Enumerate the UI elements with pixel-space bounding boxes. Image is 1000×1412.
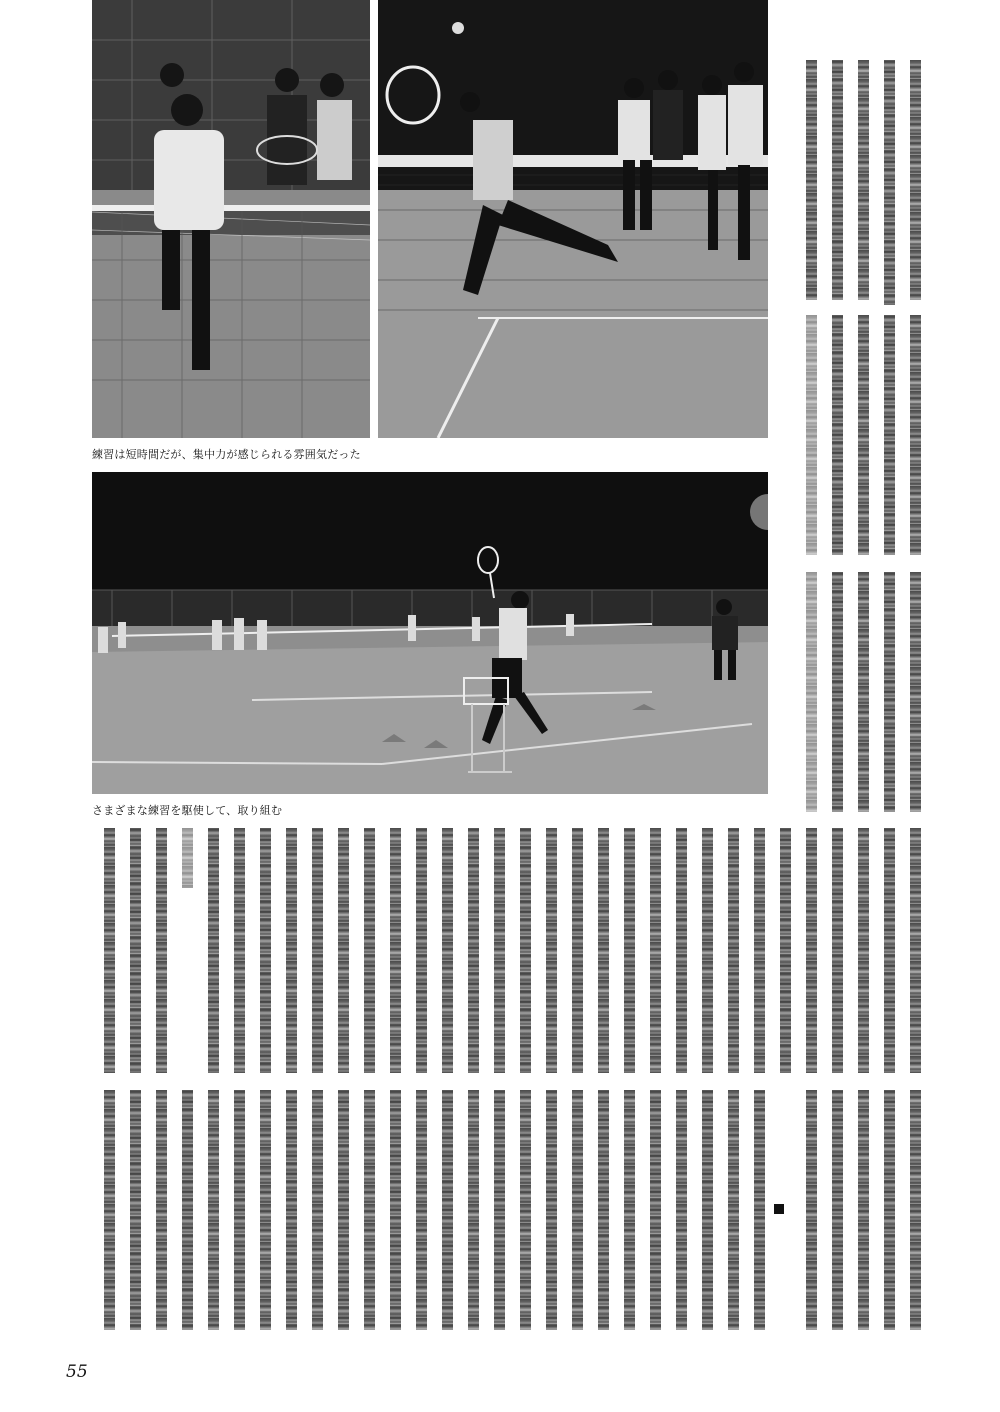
text-column [312, 828, 323, 1073]
text-column [806, 315, 817, 555]
text-column [338, 1090, 349, 1330]
text-column [104, 1090, 115, 1330]
text-column [806, 828, 817, 1073]
text-column [884, 828, 895, 1073]
text-column [832, 572, 843, 812]
text-column [832, 315, 843, 555]
text-column [832, 60, 843, 300]
text-column [598, 1090, 609, 1330]
section-marker [774, 1204, 784, 1214]
text-column [260, 828, 271, 1073]
photo-top-left [92, 0, 370, 438]
text-column [650, 828, 661, 1073]
text-column [676, 1090, 687, 1330]
photo-top-right [378, 0, 768, 438]
text-column [520, 1090, 531, 1330]
text-column [858, 60, 869, 300]
text-column [312, 1090, 323, 1330]
text-column [546, 828, 557, 1073]
text-column [494, 828, 505, 1073]
text-column [806, 60, 817, 300]
photo-bottom [92, 472, 768, 794]
text-column [546, 1090, 557, 1330]
text-column [390, 1090, 401, 1330]
text-column [364, 828, 375, 1073]
text-column [858, 315, 869, 555]
text-column [910, 60, 921, 300]
text-column [156, 828, 167, 1073]
text-column [416, 1090, 427, 1330]
text-column [624, 1090, 635, 1330]
text-column [520, 828, 531, 1073]
text-column [442, 828, 453, 1073]
text-column [832, 828, 843, 1073]
text-column [650, 1090, 661, 1330]
text-column [208, 828, 219, 1073]
text-column [858, 1090, 869, 1330]
text-column [884, 60, 895, 305]
text-column [208, 1090, 219, 1330]
text-column [182, 828, 193, 888]
text-column [598, 828, 609, 1073]
text-column [806, 1090, 817, 1330]
text-column [468, 1090, 479, 1330]
text-column [910, 1090, 921, 1330]
text-column [702, 1090, 713, 1330]
text-column [234, 828, 245, 1073]
text-column [182, 1090, 193, 1330]
text-column [234, 1090, 245, 1330]
text-column [572, 1090, 583, 1330]
text-column [728, 1090, 739, 1330]
caption-top: 練習は短時間だが、集中力が感じられる雰囲気だった [92, 448, 361, 461]
text-column [884, 1090, 895, 1330]
text-column [910, 572, 921, 812]
page-number: 55 [66, 1362, 88, 1382]
text-column [754, 828, 765, 1073]
text-column [494, 1090, 505, 1330]
text-column [338, 828, 349, 1073]
text-column [884, 572, 895, 812]
text-column [442, 1090, 453, 1330]
text-column [754, 1090, 765, 1330]
text-column [780, 828, 791, 1073]
text-column [104, 828, 115, 1073]
text-column [728, 828, 739, 1073]
text-column [130, 828, 141, 1073]
text-column [364, 1090, 375, 1330]
text-column [806, 572, 817, 812]
text-column [858, 572, 869, 812]
text-column [910, 828, 921, 1073]
text-column [156, 1090, 167, 1330]
text-column [884, 315, 895, 555]
text-column [858, 828, 869, 1073]
text-column [286, 828, 297, 1073]
text-column [624, 828, 635, 1073]
text-column [130, 1090, 141, 1330]
text-column [260, 1090, 271, 1330]
text-column [676, 828, 687, 1073]
text-column [832, 1090, 843, 1330]
text-column [468, 828, 479, 1073]
text-column [910, 315, 921, 555]
text-column [572, 828, 583, 1073]
caption-bottom: さまざまな練習を駆使して、取り組む [92, 804, 283, 817]
text-column [390, 828, 401, 1073]
text-column [416, 828, 427, 1073]
text-column [702, 828, 713, 1073]
text-column [286, 1090, 297, 1330]
